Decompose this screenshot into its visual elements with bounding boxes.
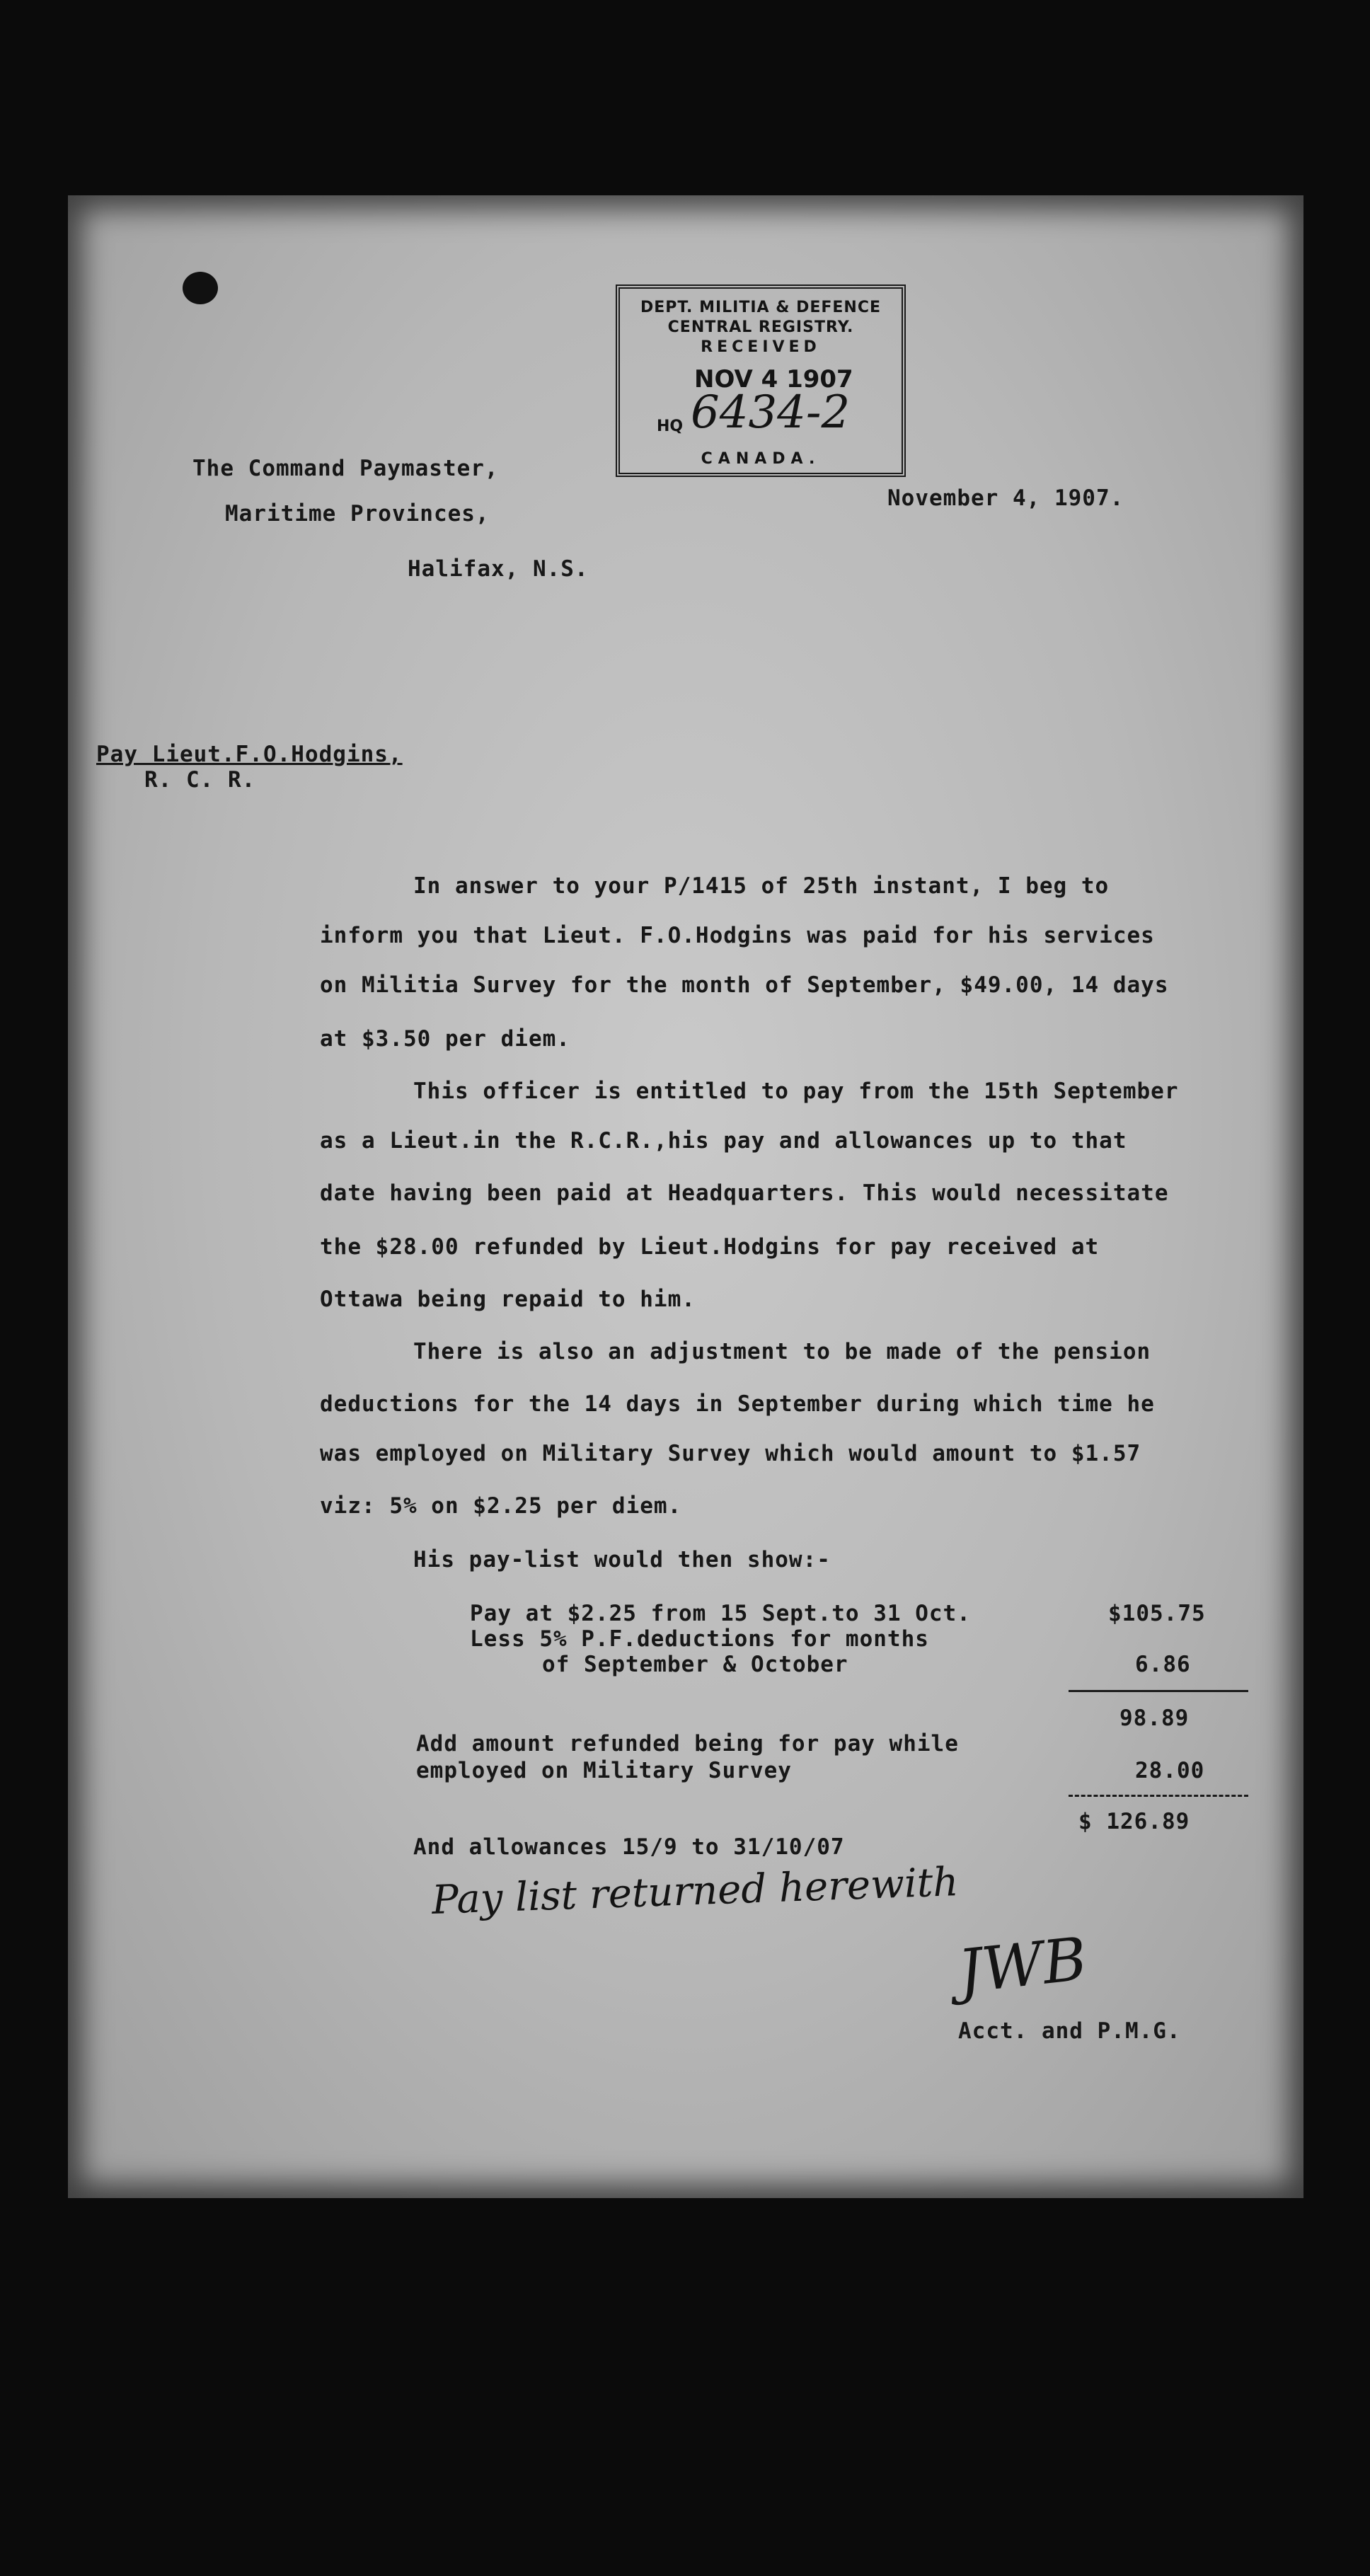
registry-stamp [616,284,906,477]
stamp-date: NOV 4 1907 [694,365,853,393]
paylist-row2-amount: 6.86 [1135,1652,1191,1677]
paylist-subtotal: 98.89 [1119,1706,1190,1731]
handwritten-note: Pay list returned herewith [431,1859,960,1924]
para2-line-1: This officer is entitled to pay from the 15th September [413,1079,1179,1104]
stamp-line-3: RECEIVED [701,338,821,356]
para2-line-4: the $28.00 refunded by Lieut.Hodgins for pay received at [320,1234,1100,1260]
paylist-row1-amount: $105.75 [1108,1601,1206,1626]
para1-line-3: on Militia Survey for the month of September, $49.00, 14 days [320,972,1169,998]
paylist-row2-label1: Less 5% P.F.deductions for months [470,1626,929,1652]
para4: His pay-list would then show:- [413,1547,831,1572]
para3-line-1: There is also an adjustment to be made of the pension [413,1339,1151,1364]
stamp-country: CANADA. [701,450,821,468]
stamp-line-1: DEPT. MILITIA & DEFENCE [640,299,882,316]
para2-line-5: Ottawa being repaid to him. [320,1287,696,1312]
paylist-row3-label2: employed on Military Survey [416,1758,792,1783]
paylist-row2-label2: of September & October [542,1652,848,1677]
paylist-row3-amount: 28.00 [1135,1758,1205,1783]
para1-line-1: In answer to your P/1415 of 25th instant, I beg to [413,873,1110,899]
para2-line-2: as a Lieut.in the R.C.R.,his pay and allowances up to that [320,1128,1127,1154]
para3-line-2: deductions for the 14 days in September during which time he [320,1391,1155,1417]
address-line-3: Halifax, N.S. [408,556,589,582]
address-line-1: The Command Paymaster, [192,456,499,481]
subject-line-1: Pay Lieut.F.O.Hodgins, [96,742,403,767]
subject-line-2: R. C. R. [144,767,256,793]
closing-title: Acct. and P.M.G. [958,2018,1181,2044]
allowances-line: And allowances 15/9 to 31/10/07 [413,1834,845,1860]
total-rule [1069,1795,1248,1797]
para1-line-4: at $3.50 per diem. [320,1026,570,1052]
signature-initials: JWB [955,1924,1090,2007]
letter-date: November 4, 1907. [887,485,1124,511]
paylist-total: $ 126.89 [1078,1809,1190,1834]
stamp-hq: HQ [657,418,684,435]
para3-line-4: viz: 5% on $2.25 per diem. [320,1493,682,1519]
address-line-2: Maritime Provinces, [225,501,490,527]
punch-hole [183,272,218,304]
subtotal-rule [1069,1690,1248,1692]
paylist-row3-label1: Add amount refunded being for pay while [416,1731,959,1756]
para1-line-2: inform you that Lieut. F.O.Hodgins was paid for his services [320,923,1155,948]
para2-line-3: date having been paid at Headquarters. This would necessitate [320,1180,1169,1206]
para3-line-3: was employed on Military Survey which would amount to $1.57 [320,1441,1141,1466]
paylist-row1-label: Pay at $2.25 from 15 Sept.to 31 Oct. [470,1601,971,1626]
stamp-file-number: 6434-2 [691,386,851,439]
stamp-line-2: CENTRAL REGISTRY. [667,318,854,336]
